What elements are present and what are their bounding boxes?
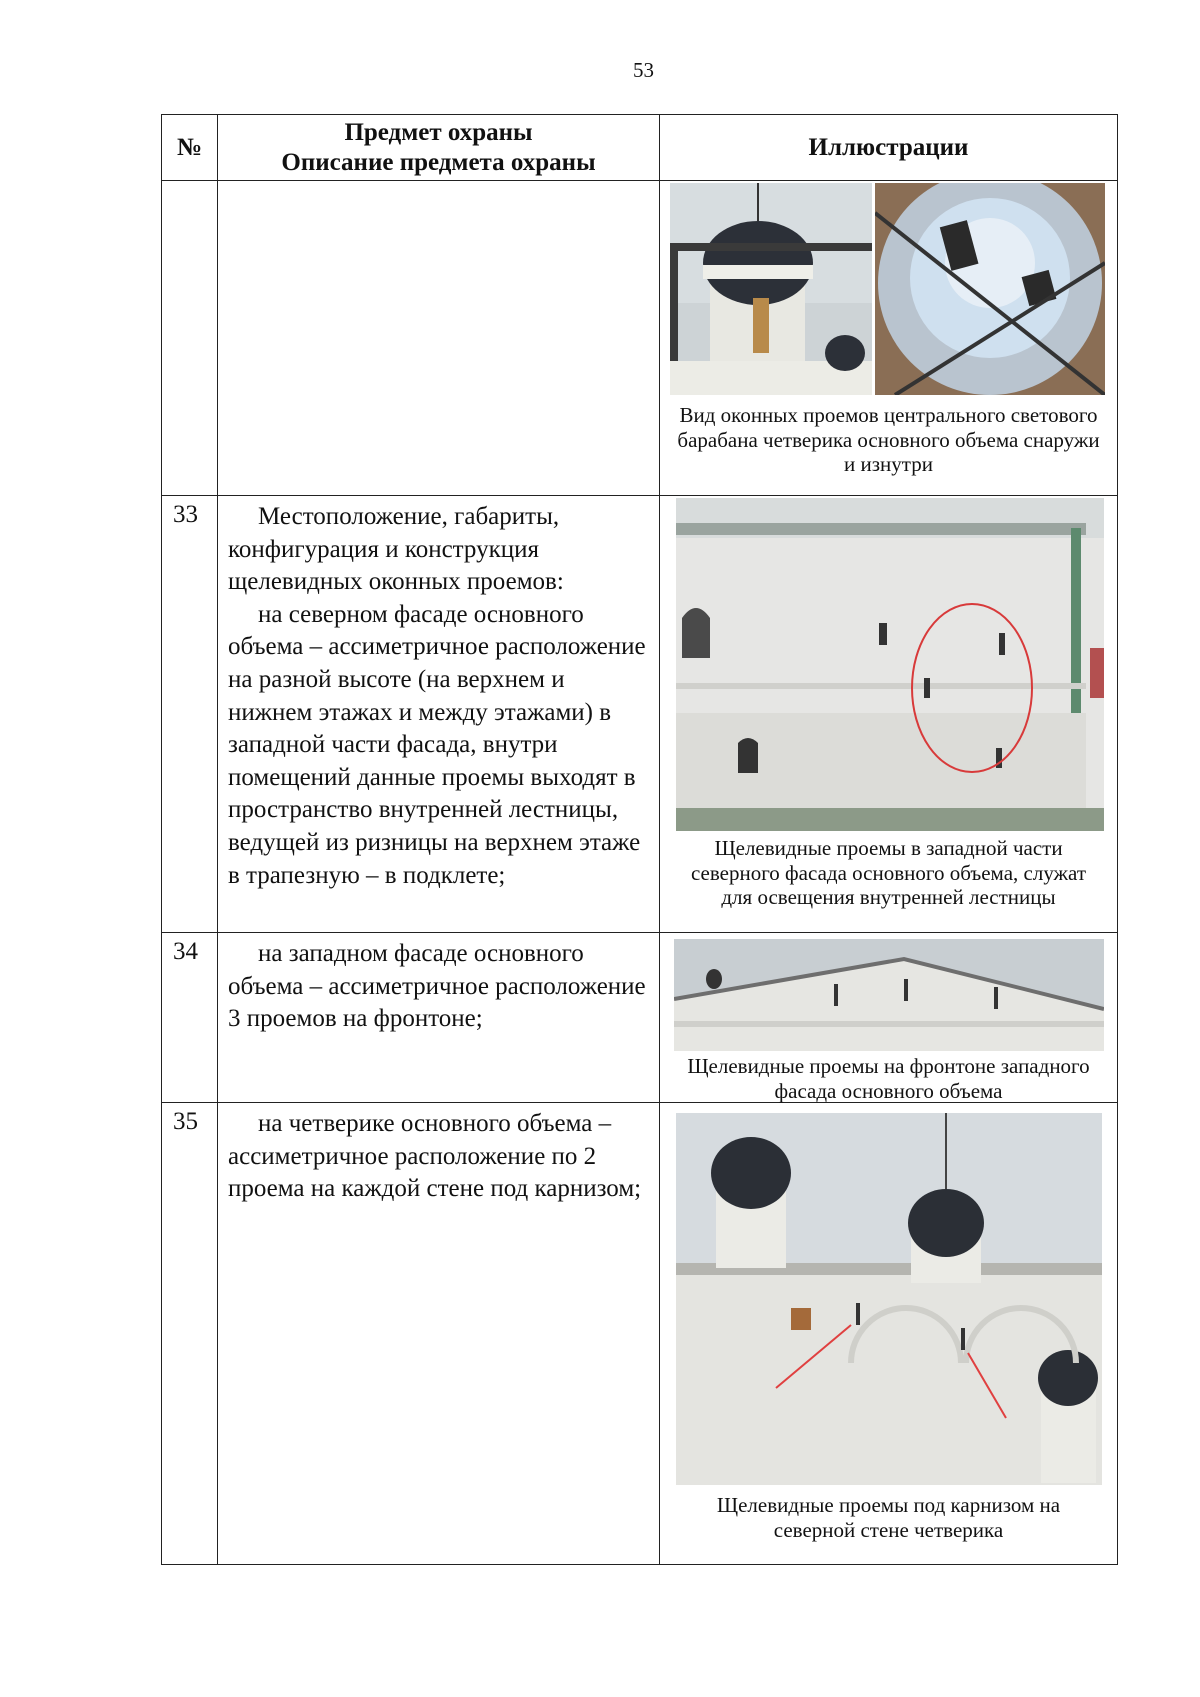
- illustration-caption: Щелевидные проемы под карнизом на северной стене четверика: [716, 1493, 1061, 1542]
- table-header-row: [162, 115, 1118, 181]
- row-description: [218, 1103, 660, 1565]
- description-paragraph: на северном фасаде основного объема – ассиметричное расположение на разной высоте (на верхнем и нижнем этажах и между этажами) в западной части фасада, внутри помещений данные проемы выходят в пространство внутренней лестницы, ведущей из ризницы на верхнем этаже в трапезную – в подклете;: [228, 600, 646, 889]
- drum-exterior-photo: [670, 183, 872, 395]
- table-row: [162, 496, 1118, 933]
- chetverik-cornice-photo: [676, 1113, 1102, 1485]
- illustration-caption: Вид оконных проемов центрального светового барабана четверика основного объема снаружи и изнутри: [677, 403, 1100, 476]
- row-description: [218, 496, 660, 933]
- row-illustration: [660, 496, 1118, 933]
- row-illustration: [660, 181, 1118, 496]
- header-number: №: [162, 115, 218, 181]
- header-subject-title: Предмет охраны: [344, 118, 533, 146]
- header-subject: [218, 115, 660, 181]
- drum-interior-photo: [875, 183, 1105, 395]
- table-row: [162, 933, 1118, 1103]
- page-number: 53: [633, 58, 654, 82]
- row-number: 35: [162, 1103, 218, 1565]
- header-illustrations: Иллюстрации: [660, 115, 1118, 181]
- description-paragraph: Местоположение, габариты, конфигурация и конструкция щелевидных оконных проемов:: [228, 503, 564, 596]
- row-description: [218, 181, 660, 496]
- row-number: [162, 181, 218, 496]
- illustration-caption: Щелевидные проемы в западной части северного фасада основного объема, служат для освещения внутренней лестницы: [690, 836, 1087, 909]
- row-illustration: [660, 933, 1118, 1103]
- row-number: 33: [162, 496, 218, 933]
- protection-table: [161, 114, 1118, 1565]
- north-facade-photo: [676, 498, 1104, 831]
- description-paragraph: на четверике основного объема – ассиметричное расположение по 2 проема на каждой стене под карнизом;: [228, 1110, 642, 1203]
- west-gable-photo: [674, 939, 1104, 1051]
- table-row: [162, 1103, 1118, 1565]
- illustration-caption: Щелевидные проемы на фронтоне западного фасада основного объема: [687, 1054, 1090, 1103]
- description-paragraph: на западном фасаде основного объема – ассиметричное расположение 3 проемов на фронтоне;: [228, 940, 646, 1033]
- table-row: [162, 181, 1118, 496]
- row-illustration: [660, 1103, 1118, 1565]
- row-description: [218, 933, 660, 1103]
- header-subject-description: Описание предмета охраны: [281, 148, 596, 176]
- row-number: 34: [162, 933, 218, 1103]
